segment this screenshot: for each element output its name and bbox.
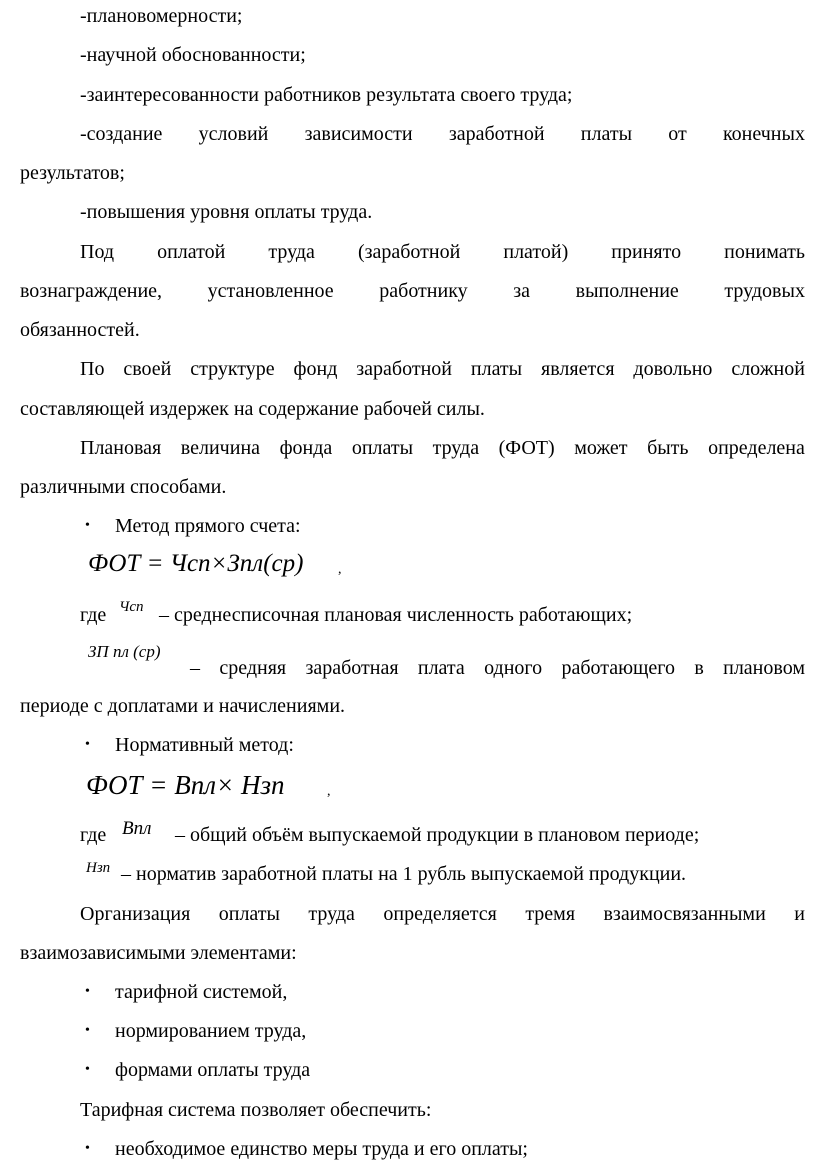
word: конечных [722,123,805,145]
text-line: обязанностей. [20,319,140,341]
word: понимать [724,241,805,263]
word: средняя [219,657,287,679]
word: заработная [305,657,399,679]
list-item: необходимое единство меры труда и его оплаты; [115,1138,528,1160]
word: оплатой [157,241,226,263]
text-line: Тарифная система позволяет обеспечить: [80,1099,432,1121]
word: вознаграждение, [20,280,163,302]
word: тремя [525,903,576,925]
word: платы [470,358,523,380]
word: выполнение [575,280,679,302]
word: работающего [561,657,676,679]
word: труда [268,241,315,263]
word: оплаты [218,903,280,925]
word: трудовых [724,280,805,302]
bullet-marker: • [85,1141,90,1156]
justified-line [80,357,805,381]
formula-punctuation: , [327,784,331,799]
formula-fot-direct: ФОТ = Чсп×Зпл(ср) [88,550,304,577]
text-line: где [80,824,107,846]
word: труда [432,437,480,459]
list-item: формами оплаты труда [115,1059,311,1081]
text-line: -научной обоснованности; [80,44,306,66]
word: платой) [503,241,569,263]
text-line: -повышения уровня оплаты труда. [80,201,373,223]
word: условий [198,123,269,145]
variable-vpl: Впл [122,818,152,839]
word: принято [611,241,682,263]
word: является [541,358,615,380]
justified-line [20,279,805,303]
word: фонда [279,437,333,459]
variable-chsp: Чсп [119,599,144,615]
word: может [574,437,628,459]
text-line: – общий объём выпускаемой продукции в плановом периоде; [175,824,700,846]
word: – [190,657,200,679]
variable-nzp: Нзп [86,860,111,876]
text-line: различными способами. [20,476,227,498]
word: в [694,657,704,679]
formula-punctuation: , [338,562,342,577]
word: плановом [723,657,805,679]
word: от [668,123,687,145]
word: одного [484,657,543,679]
justified-line [80,902,805,926]
text-line: периоде с доплатами и начислениями. [20,695,346,717]
word: (ФОТ) [498,437,555,459]
list-item: тарифной системой, [115,981,288,1003]
word: плата [417,657,465,679]
text-line: -заинтересованности работников результата своего труда; [80,84,573,106]
word: работнику [379,280,468,302]
word: труда [308,903,355,925]
word: (заработной [357,241,461,263]
justified-line [80,436,805,460]
word: зависимости [304,123,413,145]
word: установленное [207,280,334,302]
justified-line [190,656,805,680]
list-item: Нормативный метод: [115,734,294,756]
word: довольно [633,358,713,380]
list-item: Метод прямого счета: [115,515,301,537]
word: фонд [293,358,338,380]
text-line: -плановомерности; [80,5,243,27]
list-item: нормированием труда, [115,1020,307,1042]
word: оплаты [351,437,414,459]
word: Организация [80,903,191,925]
word: своей [123,358,172,380]
word: определена [708,437,805,459]
word: за [513,280,531,302]
text-line: взаимозависимыми элементами: [20,942,297,964]
word: -создание [80,123,163,145]
bullet-marker: • [85,737,90,752]
word: и [794,903,805,925]
bullet-marker: • [85,984,90,999]
word: платы [580,123,633,145]
word: По [80,358,105,380]
text-line: – норматив заработной платы на 1 рубль выпускаемой продукции. [121,863,687,885]
word: Плановая [80,437,162,459]
text-line: результатов; [20,162,125,184]
word: величина [180,437,261,459]
text-line: составляющей издержек на содержание рабочей силы. [20,398,485,420]
text-line: – среднесписочная плановая численность работающих; [159,604,633,626]
word: Под [80,241,115,263]
bullet-marker: • [85,518,90,533]
word: определяется [383,903,497,925]
justified-line [80,122,805,146]
word: взаимосвязанными [603,903,766,925]
word: структуре [190,358,275,380]
formula-fot-normative: ФОТ = Впл× Нзп [86,770,285,800]
word: быть [647,437,689,459]
word: сложной [731,358,805,380]
bullet-marker: • [85,1023,90,1038]
bullet-marker: • [85,1062,90,1077]
word: заработной [356,358,452,380]
text-line: где [80,604,107,626]
variable-zp-pl-sr: ЗП пл (ср) [88,642,161,661]
word: заработной [448,123,545,145]
justified-line [80,240,805,264]
